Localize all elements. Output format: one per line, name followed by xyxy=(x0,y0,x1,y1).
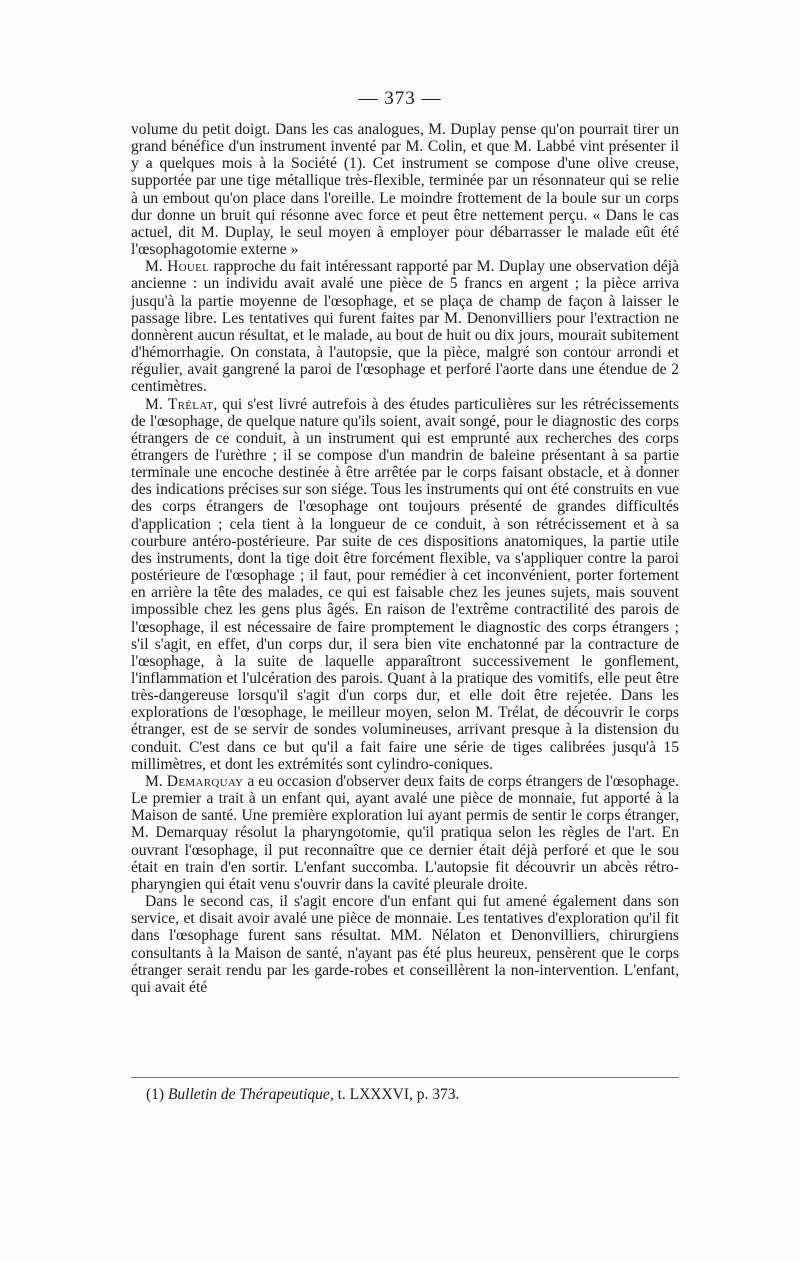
author-name: Trélat xyxy=(167,395,214,413)
page-number: — 373 — xyxy=(358,88,442,109)
paragraph-text: , qui s'est livré autrefois à des études particulières sur les rétrécissements de l'œsophage, de quelque nature qu'ils soient, avait songé, pour le diagnostic des corps étrangers de ce conduit, à un instrument qui est emprunté aux recherches des corps étrangers de l'urèthre ; il se compose d'un mandrin de baleine présentant à sa partie terminale une encoche destinée à être arrêtée par le corps faisant obstacle, et à donner des indications précises sur son siége. Tous les instruments qui ont été construits en vue des corps étrangers de l'œsophage ont toujours présenté de grandes difficultés d'application ; cela tient à la longueur de ce conduit, à son rétrécissement et à sa courbure antéro-postérieure. Par suite de ces dispositions anatomiques, la partie utile des instruments, dont la tige doit être forcément flexible, va s'appliquer contre la paroi postérieure de l'œsophage ; il faut, pour remédier à cet inconvénient, porter fortement en arrière la tête des malades, ce qui est faisable chez les jeunes sujets, mais souvent impossible chez les gens plus âgés. En raison de l'extrême contractilité des parois de l'œsophage, il est nécessaire de faire promptement le diagnostic des corps étrangers ; s'il s'agit, en effet, d'un corps dur, il sera bien vite enchatonné par la contracture de l'œsophage, à la suite de laquelle apparaîtront successivement le gonflement, l'inflammation et l'ulcération des parois. Quant à la pratique des vomitifs, elle peut être très-dangereuse lorsqu'il s'agit d'un corps dur, et elle doit être rejetée. Dans les explorations de l'œsophage, le meilleur moyen, selon M. Trélat, de découvrir le corps étranger, est de se servir de sondes volumineuses, arrivant presque à la distension du conduit. C'est dans ce but qu'il a fait faire une série de tiges calibrées jusqu'à 15 millimètres, et dont les extrémités sont cylindro-coniques. xyxy=(131,395,679,773)
body-text xyxy=(131,121,679,996)
paragraph-text: Dans le second cas, il s'agit encore d'un enfant qui fut amené également dans son service, et disait avoir avalé une pièce de monnaie. Les tentatives d'exploration qu'il fit dans l'œsophage furent sans résultat. MM. Nélaton et Denonvilliers, chirurgiens consultants à la Maison de santé, n'ayant pas été plus heureux, pensèrent que le corps étranger serait rendu par les garde-robes et conseillèrent la non-intervention. L'enfant, qui avait été xyxy=(131,893,679,996)
paragraph-4 xyxy=(131,773,679,893)
footnote-rule xyxy=(131,1077,679,1078)
paragraph-1 xyxy=(131,121,679,258)
paragraph-text: M. xyxy=(145,772,167,790)
paragraph-text: a eu occasion d'observer deux faits de corps étrangers de l'œsophage. Le premier a trait à un enfant qui, ayant avalé une pièce de monnaie, fut apporté à la Maison de santé. Une première exploration lui ayant permis de sentir le corps étranger, M. Demarquay résolut la pharyngotomie, qu'il pratiqua selon les règles de l'art. En ouvrant l'œsophage, il put reconnaître que ce dernier était déjà perforé et que le sou était en train d'en sortir. L'enfant succomba. L'autopsie fit découvrir un abcès rétro-pharyngien qui était venu s'ouvrir dans la cavité pleurale droite. xyxy=(131,772,679,893)
footnote-journal: Bulletin de Thérapeutique xyxy=(167,1086,330,1103)
author-name: Houel xyxy=(167,258,210,276)
paragraph-text: rapproche du fait intéressant rapporté par M. Duplay une observation déjà ancienne : un individu avait avalé une pièce de 5 francs en argent ; la pièce arriva jusqu'à la partie moyenne de l'œsophage, et se plaça de champ de façon à laisser le passage libre. Les tentatives qui furent faites par M. Denonvilliers pour l'extraction ne donnèrent aucun résultat, et le malade, au bout de huit ou dix jours, mourait subitement d'hémorrhagie. On constata, à l'autopsie, que la pièce, malgré son contour arrondi et régulier, avait gangrené la paroi de l'œsophage et perforé l'aorte dans une étendue de 2 centimètres. xyxy=(131,258,679,396)
paragraph-3 xyxy=(131,396,679,773)
paragraph-text: M. xyxy=(145,258,168,276)
paragraph-text: M. xyxy=(145,395,168,413)
footnote-marker: (1) xyxy=(146,1086,165,1103)
paragraph-2 xyxy=(131,258,679,395)
footnote xyxy=(146,1086,686,1104)
paragraph-text: volume du petit doigt. Dans les cas analogues, M. Duplay pense qu'on pourrait tirer un grand bénéfice d'un instrument inventé par M. Colin, et que M. Labbé vint présenter il y a quelques mois à la Société (1). Cet instrument se compose d'une olive creuse, supportée par une tige métallique très-flexible, terminée par un résonnateur qui se relie à un embout qu'on place dans l'oreille. Le moindre frottement de la boule sur un corps dur donne un bruit qui résonne avec force et peut être nettement perçu. « Dans le cas actuel, dit M. Duplay, le seul moyen à employer pour débarrasser le malade eût été l'œsophagotomie externe » xyxy=(131,121,679,259)
footnote-reference: , t. LXXXVI, p. 373. xyxy=(329,1086,460,1103)
paragraph-5 xyxy=(131,893,679,996)
author-name: Demarquay xyxy=(166,772,244,790)
